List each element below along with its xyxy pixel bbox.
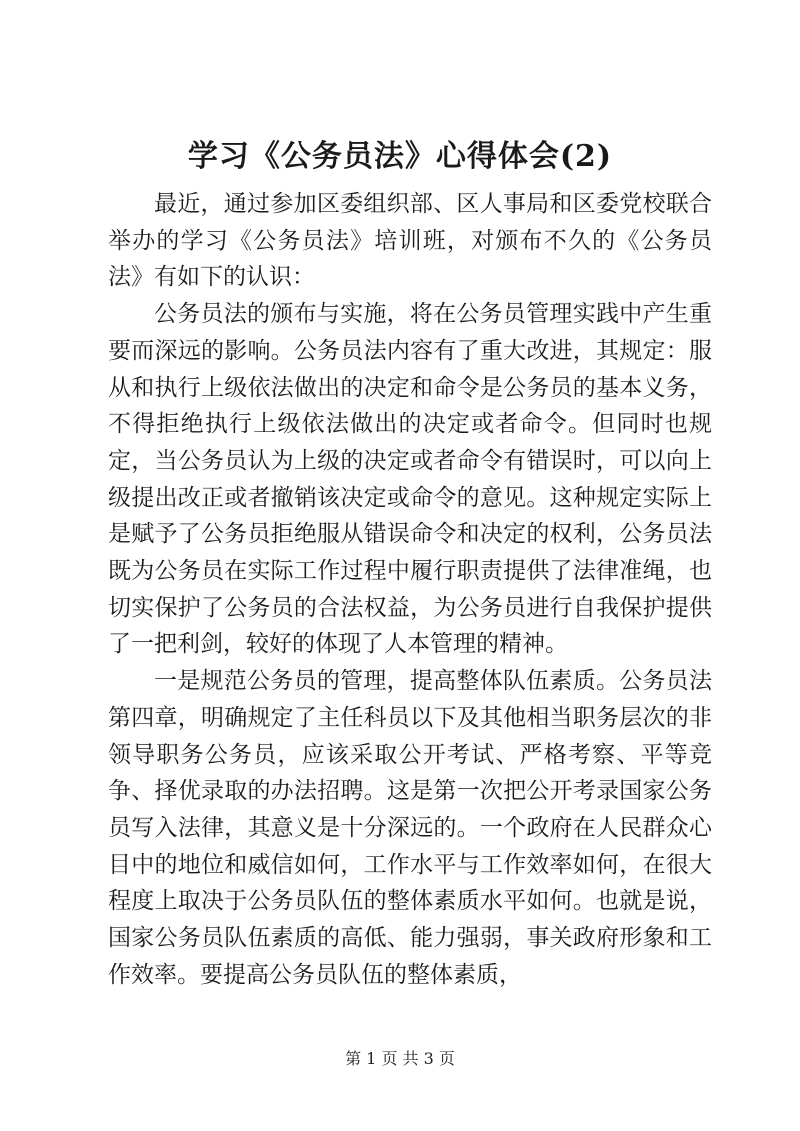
paragraph-point-one: 一是规范公务员的管理，提高整体队伍素质。公务员法第四章，明确规定了主任科员以下及其他相当职务层次的非领导职务公务员，应该采取公开考试、严格考察、平等竞争、择优录取的办法招聘。这是第一次把公开考录国家公务员写入法律，其意义是十分深远的。一个政府在人民群众心目中的地位和威信如何，工作水平与工作效率如何，在很大程度上取决于公务员队伍的整体素质水平如何。也就是说，国家公务员队伍素质的高低、能力强弱，事关政府形象和工作效率。要提高公务员队伍的整体素质， xyxy=(108,668,712,988)
document-title: 学习《公务员法》心得体会(2) xyxy=(187,139,613,174)
document-body xyxy=(108,186,712,993)
page-number-footer: 第 1 页 共 3 页 xyxy=(345,1049,455,1068)
paragraph-law-impact: 公务员法的颁布与实施，将在公务员管理实践中产生重要而深远的影响。公务员法内容有了重大改进，其规定：服从和执行上级依法做出的决定和命令是公务员的基本义务，不得拒绝执行上级依法做出的决定或者命令。但同时也规定，当公务员认为上级的决定或者命令有错误时，可以向上级提出改正或者撤销该决定或命令的意见。这种规定实际上是赋予了公务员拒绝服从错误命令和决定的权利，公务员法既为公务员在实际工作过程中履行职责提供了法律准绳，也切实保护了公务员的合法权益，为公务员进行自我保护提供了一把利剑，较好的体现了人本管理的精神。 xyxy=(108,301,712,658)
paragraph-intro: 最近，通过参加区委组织部、区人事局和区委党校联合举办的学习《公务员法》培训班，对颁布不久的《公务员法》有如下的认识： xyxy=(108,191,712,291)
